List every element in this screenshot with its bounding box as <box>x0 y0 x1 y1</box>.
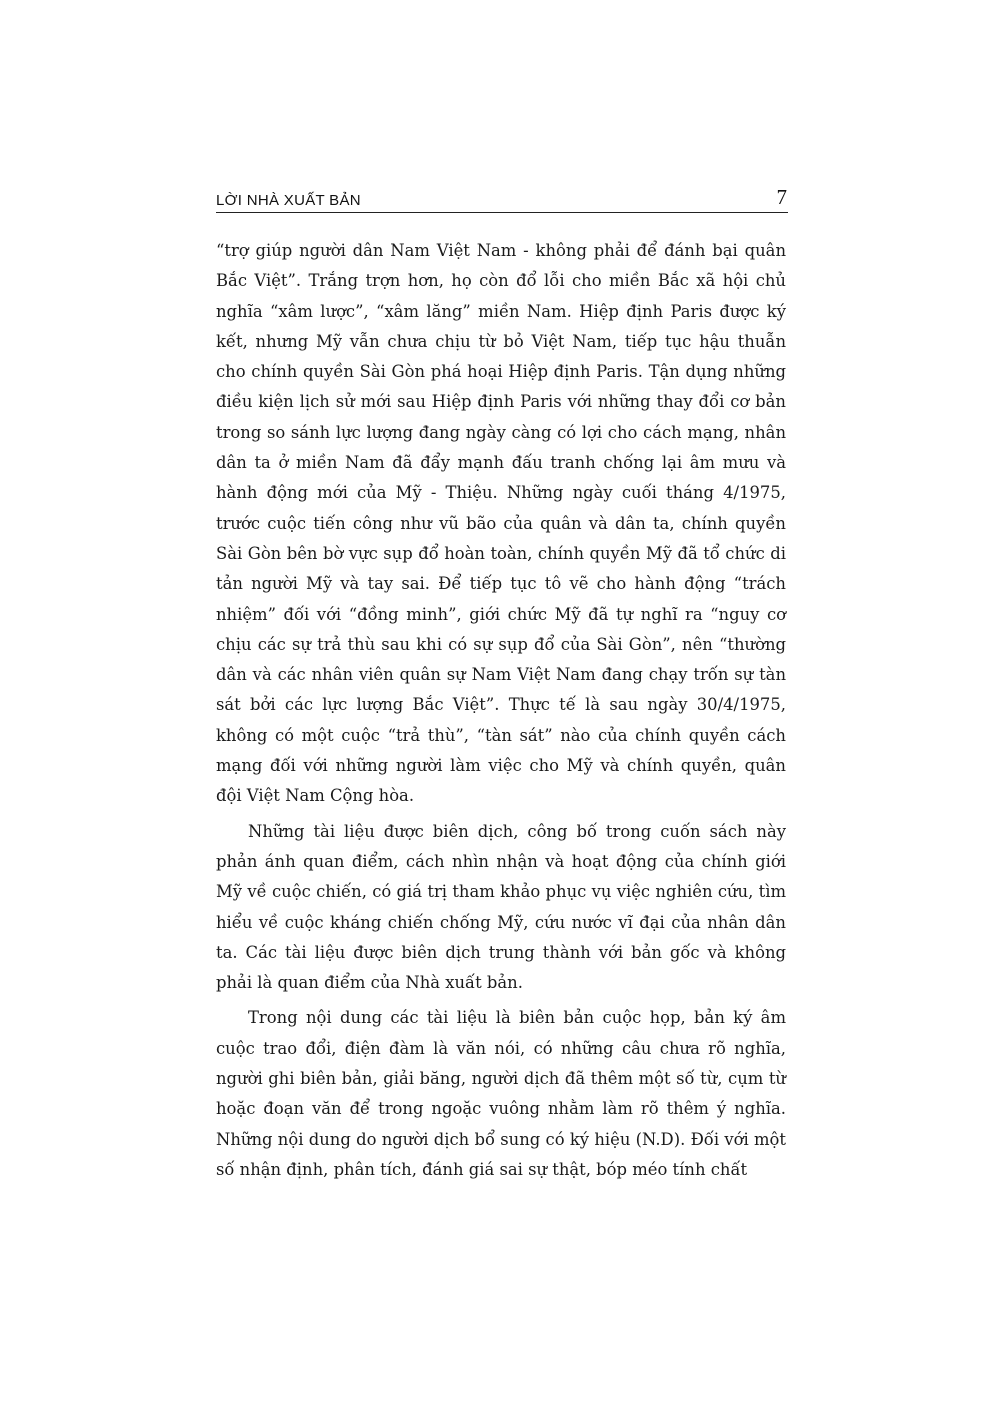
page-number: 7 <box>776 185 787 209</box>
body-text <box>216 236 786 1185</box>
paragraph-1: “trợ giúp người dân Nam Việt Nam - không phải để đánh bại quân Bắc Việt”. Trắng trợn hơn, họ còn đổ lỗi cho miền Bắc xã hội chủ nghĩa “xâm lược”, “xâm lăng” miền Nam. Hiệp định Paris được ký kết, nhưng Mỹ vẫn chưa chịu từ bỏ Việt Nam, tiếp tục hậu thuẫn cho chính quyền Sài Gòn phá hoại Hiệp định Paris. Tận dụng những điều kiện lịch sử mới sau Hiệp định Paris với những thay đổi cơ bản trong so sánh lực lượng đang ngày càng có lợi cho cách mạng, nhân dân ta ở miền Nam đã đẩy mạnh đấu tranh chống lại âm mưu và hành động mới của Mỹ - Thiệu. Những ngày cuối tháng 4/1975, trước cuộc tiến công như vũ bão của quân và dân ta, chính quyền Sài Gòn bên bờ vực sụp đổ hoàn toàn, chính quyền Mỹ đã tổ chức di tản người Mỹ và tay sai. Để tiếp tục tô vẽ cho hành động “trách nhiệm” đối với “đồng minh”, giới chức Mỹ đã tự nghĩ ra “nguy cơ chịu các sự trả thù sau khi có sự sụp đổ của Sài Gòn”, nên “thường dân và các nhân viên quân sự Nam Việt Nam đang chạy trốn sự tàn sát bởi các lực lượng Bắc Việt”. Thực tế là sau ngày 30/4/1975, không có một cuộc “trả thù”, “tàn sát” nào của chính quyền cách mạng đối với những người làm việc cho Mỹ và chính quyền, quân đội Việt Nam Cộng hòa. <box>216 241 786 806</box>
paragraph-3: Trong nội dung các tài liệu là biên bản cuộc họp, bản ký âm cuộc trao đổi, điện đàm là văn nói, có những câu chưa rõ nghĩa, người ghi biên bản, giải băng, người dịch đã thêm một số từ, cụm từ hoặc đoạn văn để trong ngoặc vuông nhằm làm rõ thêm ý nghĩa. Những nội dung do người dịch bổ sung có ký hiệu (N.D). Đối với một số nhận định, phân tích, đánh giá sai sự thật, bóp méo tính chất <box>216 1008 786 1179</box>
running-header <box>216 186 788 213</box>
chapter-title: LỜI NHÀ XUẤT BẢN <box>216 192 361 209</box>
paragraph-2: Những tài liệu được biên dịch, công bố trong cuốn sách này phản ánh quan điểm, cách nhìn nhận và hoạt động của chính giới Mỹ về cuộc chiến, có giá trị tham khảo phục vụ việc nghiên cứu, tìm hiểu về cuộc kháng chiến chống Mỹ, cứu nước vĩ đại của nhân dân ta. Các tài liệu được biên dịch trung thành với bản gốc và không phải là quan điểm của Nhà xuất bản. <box>216 821 786 993</box>
